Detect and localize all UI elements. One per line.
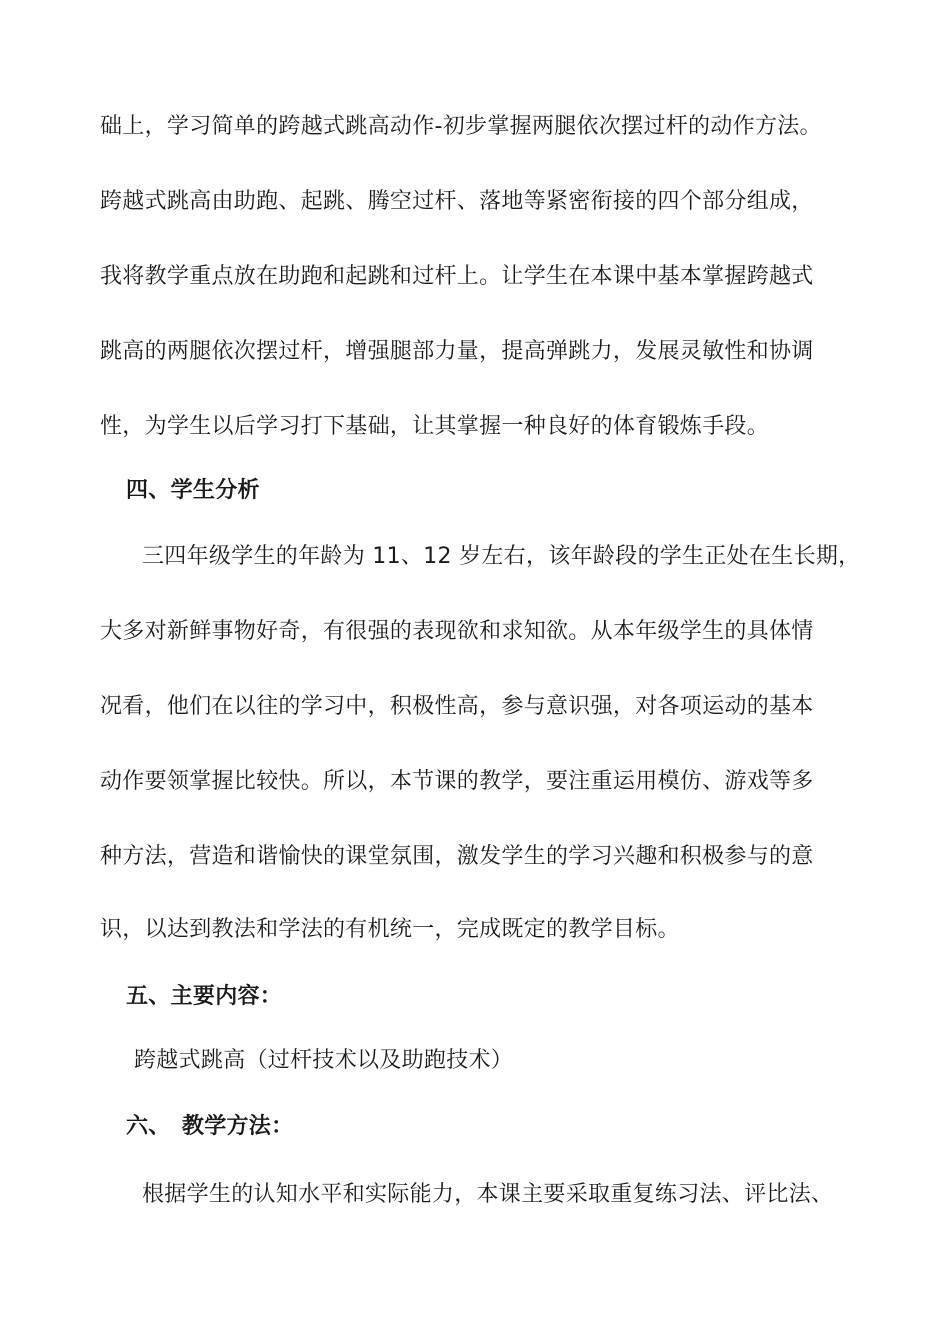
paragraph-line: 种方法，营造和谐愉快的课堂氛围，激发学生的学习兴趣和积极参与的意 bbox=[100, 844, 814, 869]
section-heading-main-content: 五、主要内容： bbox=[126, 984, 283, 1009]
paragraph-line: 础上，学习简单的跨越式跳高动作-初步掌握两腿依次摆过杆的动作方法。 bbox=[100, 114, 822, 139]
paragraph-line: 大多对新鲜事物好奇，有很强的表现欲和求知欲。从本年级学生的具体情 bbox=[100, 619, 814, 644]
paragraph-line: 况看，他们在以往的学习中，积极性高，参与意识强，对各项运动的基本 bbox=[100, 694, 814, 719]
paragraph-line: 我将教学重点放在助跑和起跳和过杆上。让学生在本课中基本掌握跨越式 bbox=[100, 264, 814, 289]
section-heading-student-analysis: 四、学生分析 bbox=[126, 478, 260, 503]
paragraph-line: 跳高的两腿依次摆过杆，增强腿部力量，提高弹跳力，发展灵敏性和协调 bbox=[100, 339, 814, 364]
paragraph-line: 识，以达到教法和学法的有机统一，完成既定的教学目标。 bbox=[100, 917, 680, 942]
paragraph-line: 三四年级学生的年龄为 11、12 岁左右，该年龄段的学生正处在生长期， bbox=[142, 544, 861, 569]
paragraph-line: 跨越式跳高由助跑、起跳、腾空过杆、落地等紧密衔接的四个部分组成， bbox=[100, 189, 814, 214]
paragraph-line: 动作要领掌握比较快。所以，本节课的教学，要注重运用模仿、游戏等多 bbox=[100, 769, 814, 794]
main-content-text: 跨越式跳高（过杆技术以及助跑技术） bbox=[134, 1048, 514, 1073]
paragraph-line: 性，为学生以后学习打下基础，让其掌握一种良好的体育锻炼手段。 bbox=[100, 414, 770, 439]
section-heading-teaching-method: 六、 教学方法： bbox=[126, 1114, 294, 1139]
paragraph-line: 根据学生的认知水平和实际能力，本课主要采取重复练习法、评比法、 bbox=[142, 1182, 834, 1207]
